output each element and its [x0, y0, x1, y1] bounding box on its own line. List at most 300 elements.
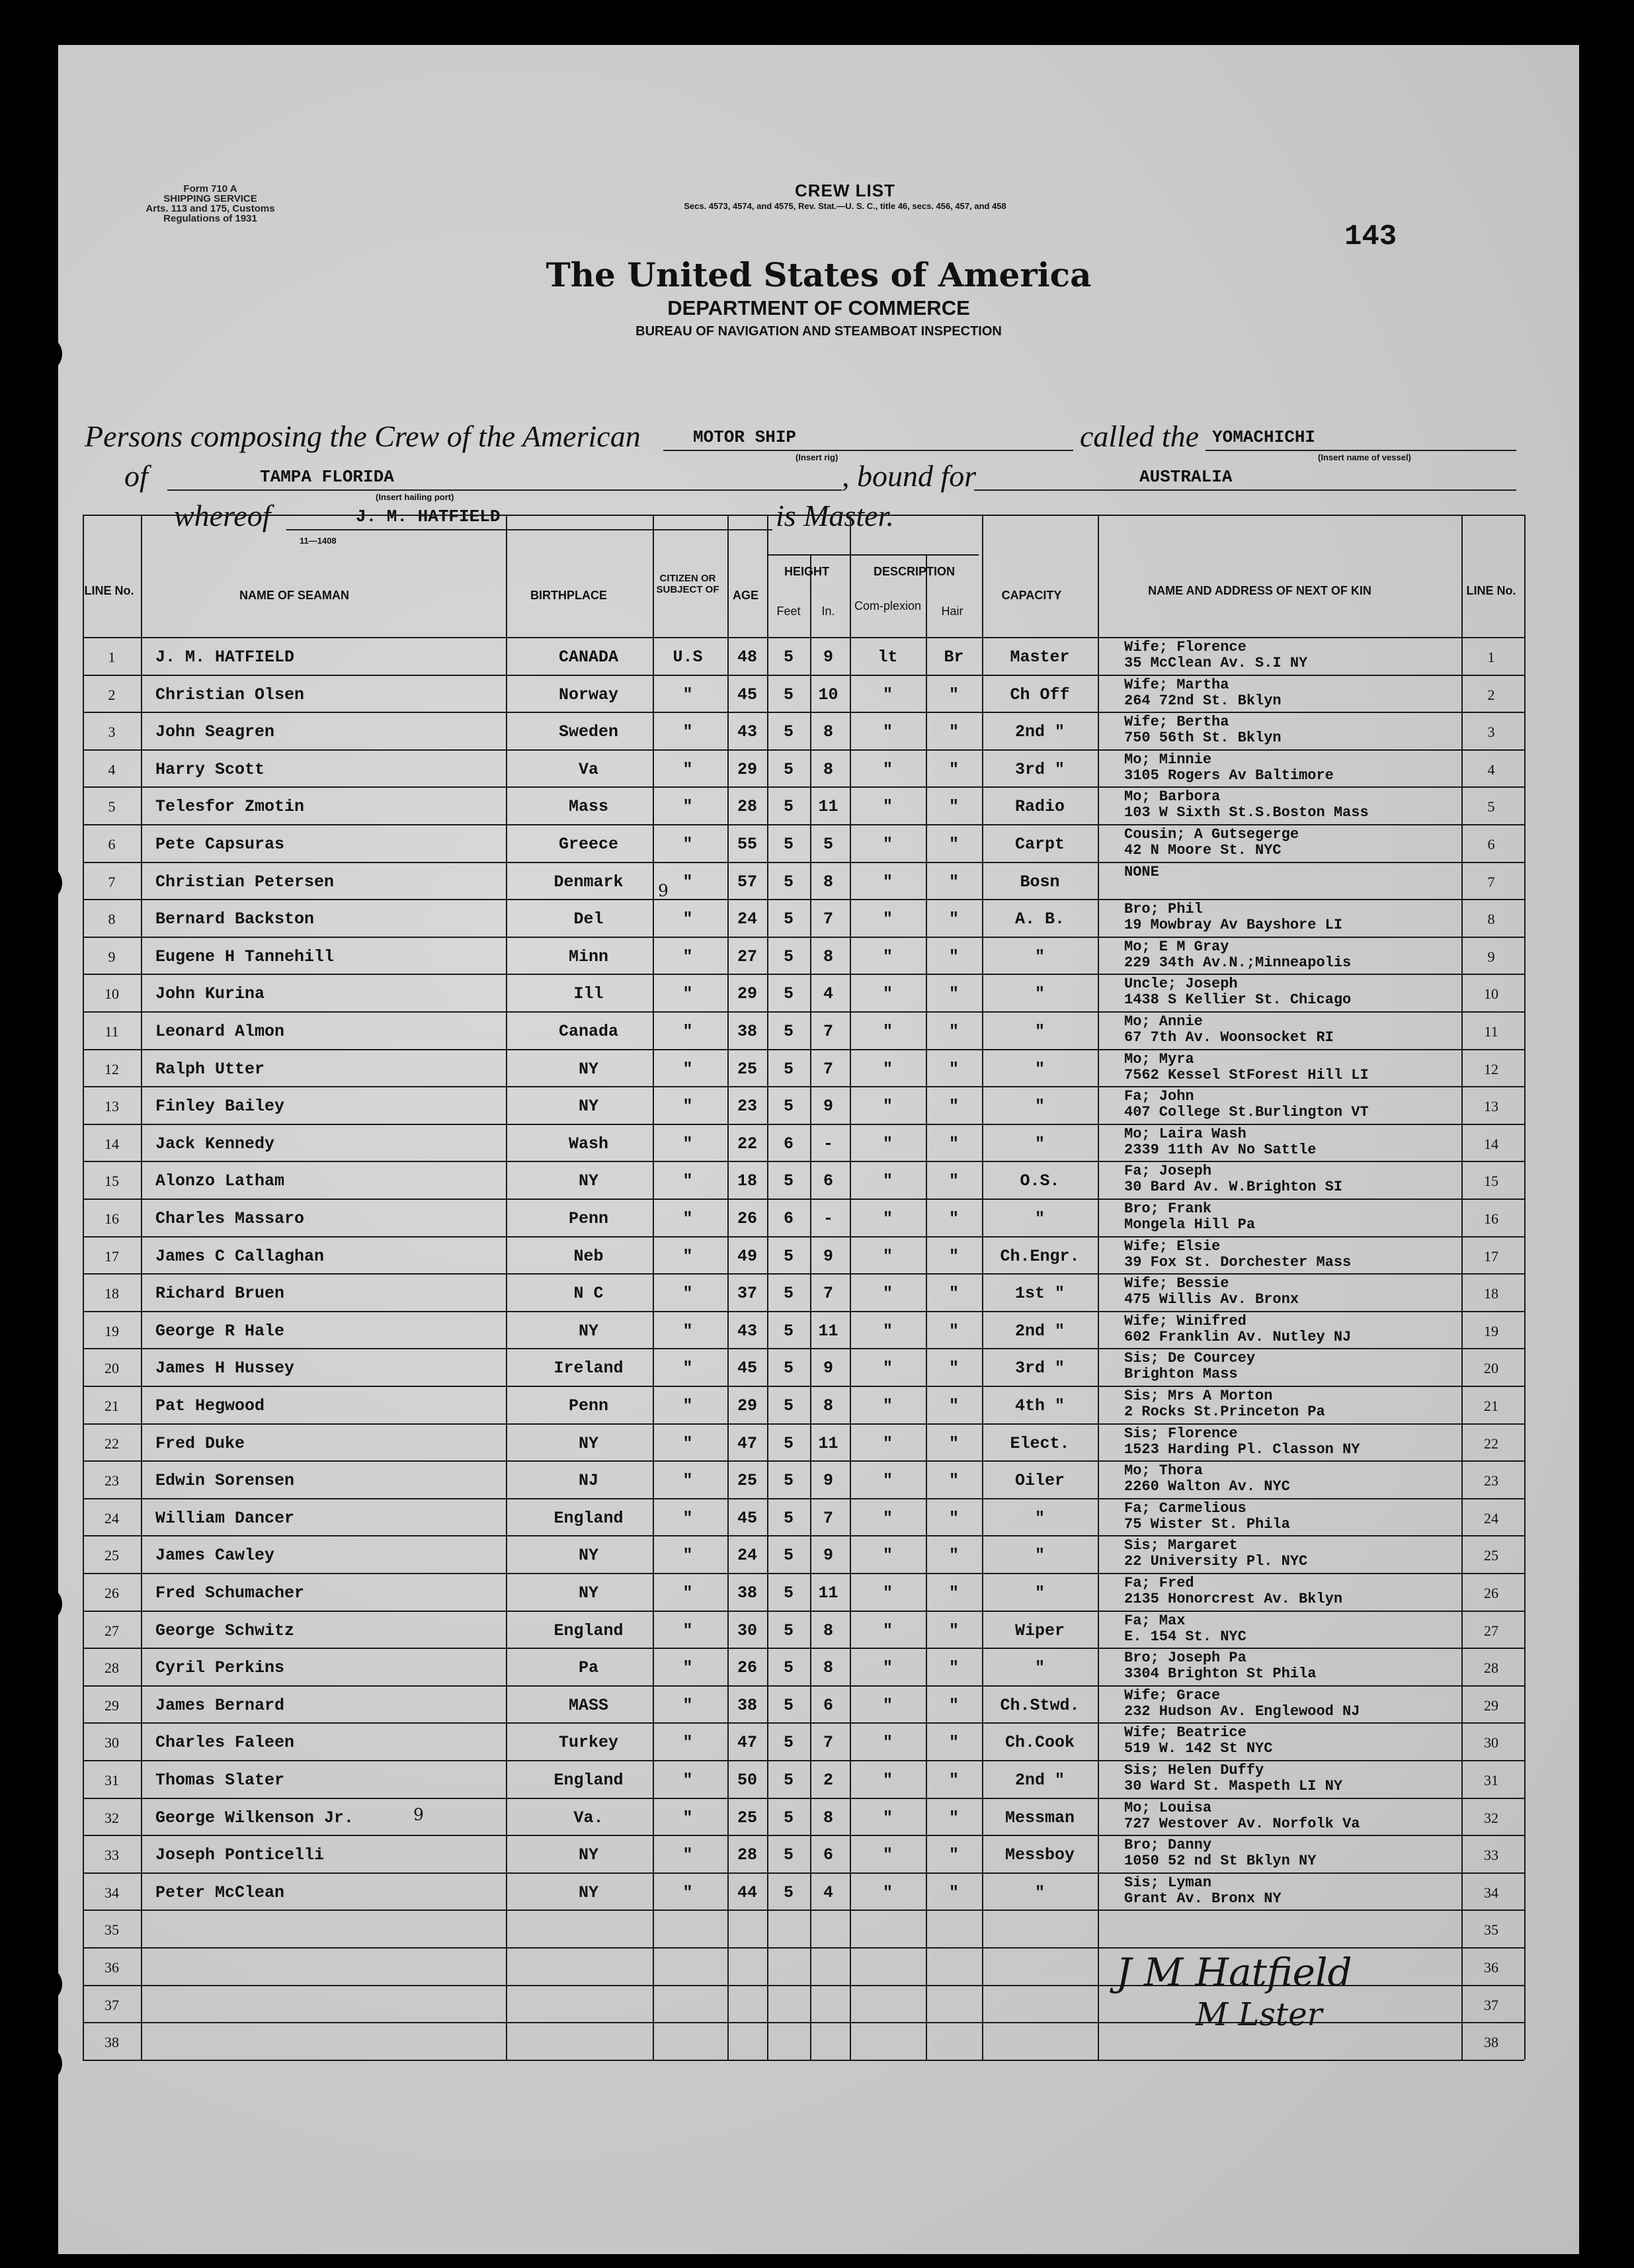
row-comp: ": [882, 1321, 893, 1341]
row-no: 9: [108, 948, 116, 965]
row-citizen: ": [682, 1695, 693, 1715]
form-number: Form 710 A: [183, 183, 237, 194]
table-rule: [83, 862, 1524, 863]
row-age: 50: [737, 1771, 757, 1790]
row-no-right: 32: [1484, 1809, 1498, 1826]
row-kin-name: Mo; Louisa: [1124, 1799, 1212, 1816]
row-hair: ": [948, 1059, 959, 1079]
row-name: Fred Duke: [155, 1433, 245, 1453]
row-birthplace: Wash: [568, 1134, 608, 1154]
table-rule: [83, 974, 1524, 975]
table-rule: [1098, 515, 1099, 2060]
table-rule: [83, 1872, 1524, 1874]
row-in: 9: [823, 1246, 833, 1266]
row-hair: ": [948, 1771, 959, 1790]
col-header-citizen: CITIZEN OR SUBJECT OF: [656, 573, 719, 595]
row-ft: 5: [783, 1059, 794, 1079]
row-ft: 5: [783, 872, 794, 892]
row-citizen: ": [682, 1882, 693, 1902]
row-citizen: ": [682, 1471, 693, 1491]
row-no-right: 13: [1484, 1098, 1498, 1115]
table-rule: [767, 554, 979, 556]
row-kin-address: 30 Bard Av. W.Brighton SI: [1124, 1179, 1343, 1196]
row-age: 24: [737, 909, 757, 929]
row-no-right: 37: [1484, 1996, 1498, 2013]
row-hair: ": [948, 1171, 959, 1191]
row-in: 4: [823, 1882, 833, 1902]
row-comp: ": [882, 1396, 893, 1415]
row-age: 22: [737, 1134, 757, 1154]
row-no-right: 2: [1487, 686, 1495, 703]
table-rule: [83, 675, 1524, 676]
row-hair: ": [948, 1508, 959, 1528]
row-birthplace: Va.: [573, 1808, 604, 1827]
row-age: 29: [737, 759, 757, 779]
row-in: 7: [823, 1059, 833, 1079]
row-kin-name: Sis; Margaret: [1124, 1537, 1238, 1554]
punch-hole: [26, 1966, 62, 2002]
row-hair: ": [948, 1134, 959, 1154]
row-birthplace: NY: [578, 1845, 598, 1865]
row-name: James Cawley: [155, 1546, 275, 1566]
row-capacity: 3rd ": [1014, 759, 1065, 779]
row-name: Eugene H Tannehill: [155, 946, 335, 966]
row-capacity: ": [1034, 1882, 1045, 1902]
row7-annotation: 9: [658, 881, 669, 900]
table-rule: [83, 1573, 1524, 1574]
row-ft: 5: [783, 1097, 794, 1116]
printer-code: 11—1408: [300, 536, 337, 546]
row-no: 12: [104, 1060, 119, 1077]
row-kin-name: Mo; Laira Wash: [1124, 1125, 1246, 1142]
row-age: 43: [737, 722, 757, 742]
table-rule: [83, 1086, 1524, 1087]
row-capacity: O.S.: [1020, 1171, 1060, 1191]
row-in: 8: [823, 1658, 833, 1678]
row-no: 22: [104, 1435, 119, 1452]
row-citizen: ": [682, 1620, 693, 1640]
row-kin-address: 602 Franklin Av. Nutley NJ: [1124, 1328, 1352, 1345]
row30-annotation: 9: [413, 1805, 424, 1824]
row-no: 13: [104, 1098, 119, 1115]
row-in: 8: [823, 946, 833, 966]
row-capacity: Ch.Cook: [1004, 1733, 1075, 1753]
row-name: Bernard Backston: [155, 909, 315, 929]
row-capacity: Radio: [1014, 797, 1065, 817]
row-in: 8: [823, 759, 833, 779]
row-comp: ": [882, 759, 893, 779]
row-comp: ": [882, 1583, 893, 1603]
row-kin-address: 519 W. 142 St NYC: [1124, 1740, 1273, 1757]
col-header-age: AGE: [732, 589, 758, 602]
row-hair: ": [948, 909, 959, 929]
row-in: 9: [823, 1359, 833, 1378]
table-rule: [83, 515, 1524, 516]
row-citizen: ": [682, 1022, 693, 1041]
row-citizen: ": [682, 835, 693, 854]
row-citizen: ": [682, 1733, 693, 1753]
table-rule: [83, 1535, 1524, 1536]
row-comp: ": [882, 946, 893, 966]
row-birthplace: NJ: [578, 1471, 598, 1491]
table-rule: [506, 515, 507, 2060]
row-ft: 5: [783, 1508, 794, 1528]
row-age: 47: [737, 1433, 757, 1453]
row-ft: 5: [783, 909, 794, 929]
row-capacity: ": [1034, 1022, 1045, 1041]
row-hair: ": [948, 1845, 959, 1865]
crew-list-heading: [640, 181, 1050, 211]
row-capacity: Carpt: [1014, 835, 1065, 854]
row-ft: 5: [783, 1695, 794, 1715]
row-comp: ": [882, 1246, 893, 1266]
row-capacity: ": [1034, 1583, 1045, 1603]
row-in: 10: [818, 685, 838, 704]
row-in: 7: [823, 1284, 833, 1304]
row-ft: 6: [783, 1209, 794, 1228]
row-comp: ": [882, 1546, 893, 1566]
row-birthplace: NY: [578, 1882, 598, 1902]
row-citizen: ": [682, 984, 693, 1004]
row-age: 29: [737, 1396, 757, 1415]
crew-list-document: [58, 45, 1579, 2254]
row-hair: ": [948, 1620, 959, 1640]
row-ft: 5: [783, 1546, 794, 1566]
row-capacity: ": [1034, 1134, 1045, 1154]
row-hair: ": [948, 1284, 959, 1304]
port-value: TAMPA FLORIDA: [260, 467, 394, 487]
row-capacity: Messman: [1004, 1808, 1075, 1827]
of-label: of: [124, 459, 148, 493]
row-name: John Seagren: [155, 722, 275, 742]
row-no: 25: [104, 1547, 119, 1564]
table-rule: [83, 1049, 1524, 1050]
row-kin-address: 1523 Harding Pl. Classon NY: [1124, 1441, 1360, 1458]
row-hair: Br: [944, 648, 964, 667]
row-age: 45: [737, 1359, 757, 1378]
vessel-underline: [1205, 450, 1516, 451]
row-comp: ": [882, 1171, 893, 1191]
row-no-right: 20: [1484, 1360, 1498, 1377]
row-name: Peter McClean: [155, 1882, 285, 1902]
row-hair: ": [948, 685, 959, 704]
row-comp: ": [882, 984, 893, 1004]
row-ft: 5: [783, 1171, 794, 1191]
row-birthplace: N C: [573, 1284, 604, 1304]
row-no-right: 28: [1484, 1659, 1498, 1677]
row-capacity: 3rd ": [1014, 1359, 1065, 1378]
row-ft: 5: [783, 759, 794, 779]
row-age: 28: [737, 1845, 757, 1865]
row-capacity: ": [1034, 1097, 1045, 1116]
row-hair: ": [948, 1022, 959, 1041]
row-no: 38: [104, 2034, 119, 2051]
row-in: 11: [818, 1583, 838, 1603]
row-in: 7: [823, 1508, 833, 1528]
row-citizen: ": [682, 1508, 693, 1528]
row-capacity: ": [1034, 1209, 1045, 1228]
row-no-right: 33: [1484, 1847, 1498, 1864]
row-kin-address: 750 56th St. Bklyn: [1124, 730, 1282, 747]
row-kin-name: Mo; Myra: [1124, 1050, 1194, 1068]
row-kin-address: 19 Mowbray Av Bayshore LI: [1124, 917, 1343, 934]
row-comp: ": [882, 1059, 893, 1079]
row-kin-name: Wife; Bertha: [1124, 714, 1229, 731]
row-ft: 5: [783, 1882, 794, 1902]
row-no-right: 22: [1484, 1435, 1498, 1452]
row-kin-address: 2135 Honorcrest Av. Bklyn: [1124, 1591, 1343, 1607]
row-name: Joseph Ponticelli: [155, 1845, 325, 1865]
row-birthplace: Pa: [578, 1658, 598, 1678]
row-name: William Dancer: [155, 1508, 295, 1528]
row-name: Jack Kennedy: [155, 1134, 275, 1154]
row-birthplace: NY: [578, 1097, 598, 1116]
row-hair: ": [948, 946, 959, 966]
row-in: 8: [823, 1808, 833, 1827]
row-capacity: Bosn: [1020, 872, 1060, 892]
row-no-right: 3: [1487, 724, 1495, 741]
col-header-capacity: CAPACITY: [1001, 589, 1062, 602]
row-no-right: 15: [1484, 1173, 1498, 1190]
row-capacity: ": [1034, 1546, 1045, 1566]
row-birthplace: Ireland: [553, 1359, 624, 1378]
row-kin-address: 103 W Sixth St.S.Boston Mass: [1124, 804, 1369, 821]
row-citizen: U.S: [673, 648, 703, 667]
row-no: 1: [108, 649, 116, 665]
row-hair: ": [948, 835, 959, 854]
row-no-right: 34: [1484, 1884, 1498, 1901]
row-age: 45: [737, 685, 757, 704]
row-no: 8: [108, 911, 116, 928]
row-no-right: 1: [1487, 649, 1495, 665]
row-capacity: ": [1034, 1059, 1045, 1079]
row-in: 8: [823, 872, 833, 892]
table-rule: [83, 899, 1524, 900]
col-header-name: NAME OF SEAMAN: [239, 589, 349, 602]
row-birthplace: NY: [578, 1059, 598, 1079]
row-in: 9: [823, 648, 833, 667]
form-identifier: [124, 184, 296, 224]
row-kin-address: 727 Westover Av. Norfolk Va: [1124, 1815, 1360, 1832]
row-in: 8: [823, 722, 833, 742]
rig-value: MOTOR SHIP: [693, 427, 797, 447]
row-ft: 5: [783, 1246, 794, 1266]
row-birthplace: Penn: [568, 1396, 608, 1415]
row-name: Charles Massaro: [155, 1209, 305, 1228]
row-no-right: 10: [1484, 986, 1498, 1003]
row-no: 28: [104, 1659, 119, 1677]
row-citizen: ": [682, 909, 693, 929]
row-kin-address: 232 Hudson Av. Englewood NJ: [1124, 1702, 1360, 1720]
row-citizen: ": [682, 872, 693, 892]
row-kin-name: Sis; Helen Duffy: [1124, 1762, 1264, 1779]
row-in: 7: [823, 1022, 833, 1041]
row-comp: ": [882, 1209, 893, 1228]
row-no: 33: [104, 1847, 119, 1864]
row-age: 49: [737, 1246, 757, 1266]
bureau-title: BUREAU OF NAVIGATION AND STEAMBOAT INSPECTION: [635, 324, 1002, 339]
persons-label: Persons composing the Crew of the American: [85, 419, 641, 453]
col-header-hair: Hair: [941, 605, 963, 618]
row-birthplace: England: [553, 1620, 624, 1640]
bound-label: , bound for: [842, 459, 977, 493]
row-age: 18: [737, 1171, 757, 1191]
called-label: called the: [1080, 419, 1200, 453]
row-birthplace: NY: [578, 1321, 598, 1341]
row-kin-name: Mo; Barbora: [1124, 788, 1221, 806]
row-no: 3: [108, 724, 116, 741]
row-no-right: 36: [1484, 1959, 1498, 1976]
row-hair: ": [948, 1733, 959, 1753]
row-in: -: [823, 1134, 833, 1154]
row-no: 34: [104, 1884, 119, 1901]
table-rule: [83, 824, 1524, 825]
table-rule: [83, 1198, 1524, 1200]
row-comp: ": [882, 1097, 893, 1116]
row-capacity: Elect.: [1010, 1433, 1070, 1453]
row-name: James C Callaghan: [155, 1246, 325, 1266]
table-rule: [83, 1348, 1524, 1349]
row-kin-name: Bro; Frank: [1124, 1200, 1212, 1217]
row-age: 57: [737, 872, 757, 892]
is-master-label: is Master.: [776, 499, 894, 532]
row-name: Thomas Slater: [155, 1771, 285, 1790]
table-rule: [810, 554, 811, 2060]
row-birthplace: Denmark: [553, 872, 624, 892]
row-kin-address: 475 Willis Av. Bronx: [1124, 1291, 1299, 1308]
row-hair: ": [948, 1546, 959, 1566]
row-citizen: ": [682, 1171, 693, 1191]
row-no-right: 38: [1484, 2034, 1498, 2051]
row-no-right: 29: [1484, 1697, 1498, 1714]
master-underline: [286, 529, 772, 530]
row-comp: ": [882, 1620, 893, 1640]
row-citizen: ": [682, 722, 693, 742]
row-ft: 5: [783, 1321, 794, 1341]
row-capacity: 2nd ": [1014, 722, 1065, 742]
row-kin-name: Mo; E M Gray: [1124, 938, 1229, 955]
row-citizen: ": [682, 1246, 693, 1266]
table-rule: [83, 1311, 1524, 1312]
row-comp: ": [882, 909, 893, 929]
row-capacity: ": [1034, 984, 1045, 1004]
row-citizen: ": [682, 1209, 693, 1228]
row-age: 30: [737, 1620, 757, 1640]
department-title: DEPARTMENT OF COMMERCE: [667, 296, 970, 319]
row-kin-name: Wife; Beatrice: [1124, 1724, 1246, 1742]
vessel-hint: (Insert name of vessel): [1318, 452, 1411, 462]
table-rule: [1524, 515, 1526, 2060]
row-citizen: ": [682, 1359, 693, 1378]
table-rule: [83, 1685, 1524, 1687]
form-articles: Arts. 113 and 175, Customs Regulations of 1931: [145, 203, 275, 224]
destination-underline: [974, 489, 1516, 491]
table-rule: [83, 937, 1524, 938]
row-birthplace: NY: [578, 1583, 598, 1603]
row-capacity: Master: [1010, 648, 1070, 667]
row-capacity: Oiler: [1014, 1471, 1065, 1491]
row-birthplace: Sweden: [558, 722, 618, 742]
row-no: 15: [104, 1173, 119, 1190]
row-no-right: 35: [1484, 1921, 1498, 1939]
row-name: Christian Olsen: [155, 685, 305, 704]
row-citizen: ": [682, 1658, 693, 1678]
table-rule: [83, 1611, 1524, 1612]
row-ft: 5: [783, 797, 794, 817]
row-in: 4: [823, 984, 833, 1004]
row-kin-address: 3304 Brighton St Phila: [1124, 1665, 1317, 1683]
row-kin-address: 39 Fox St. Dorchester Mass: [1124, 1253, 1352, 1271]
row-ft: 5: [783, 1022, 794, 1041]
row-capacity: ": [1034, 946, 1045, 966]
row-in: 11: [818, 1433, 838, 1453]
row-no-right: 24: [1484, 1509, 1498, 1527]
row-in: 11: [818, 1321, 838, 1341]
row-age: 47: [737, 1733, 757, 1753]
col-header-description: DESCRIPTION: [873, 565, 955, 578]
row-age: 38: [737, 1695, 757, 1715]
row-capacity: 2nd ": [1014, 1321, 1065, 1341]
row-no-right: 23: [1484, 1472, 1498, 1490]
row-comp: ": [882, 1508, 893, 1528]
row-ft: 5: [783, 1471, 794, 1491]
row-citizen: ": [682, 1059, 693, 1079]
row-no: 4: [108, 761, 116, 778]
row-kin-address: E. 154 St. NYC: [1124, 1628, 1246, 1645]
row-no-right: 7: [1487, 873, 1495, 890]
row-kin-name: Bro; Joseph Pa: [1124, 1650, 1246, 1667]
row-age: 24: [737, 1546, 757, 1566]
row-birthplace: Neb: [573, 1246, 604, 1266]
row-no-right: 26: [1484, 1585, 1498, 1601]
row-in: 9: [823, 1546, 833, 1566]
row-citizen: ": [682, 1771, 693, 1790]
row-birthplace: England: [553, 1508, 624, 1528]
row-birthplace: Mass: [568, 797, 608, 817]
table-rule: [83, 2060, 1524, 2061]
row-kin-name: Bro; Phil: [1124, 901, 1203, 918]
row-age: 26: [737, 1658, 757, 1678]
row-hair: ": [948, 1583, 959, 1603]
row-kin-address: 7562 Kessel StForest Hill LI: [1124, 1066, 1369, 1083]
row-birthplace: NY: [578, 1171, 598, 1191]
row-no: 23: [104, 1472, 119, 1490]
row-name: Pete Capsuras: [155, 835, 285, 854]
row-kin-name: Sis; De Courcey: [1124, 1350, 1256, 1367]
row-name: Fred Schumacher: [155, 1583, 305, 1603]
row-kin-name: Wife; Martha: [1124, 676, 1229, 693]
row-kin-address: 229 34th Av.N.;Minneapolis: [1124, 954, 1352, 971]
row-birthplace: Penn: [568, 1209, 608, 1228]
row-age: 23: [737, 1097, 757, 1116]
row-kin-name: Fa; Max: [1124, 1612, 1186, 1629]
row-no: 29: [104, 1697, 119, 1714]
table-rule: [83, 1423, 1524, 1425]
row-kin-name: Wife; Elsie: [1124, 1238, 1221, 1255]
row-citizen: ": [682, 946, 693, 966]
row-ft: 5: [783, 722, 794, 742]
row-hair: ": [948, 1882, 959, 1902]
row-no: 10: [104, 986, 119, 1003]
row-ft: 6: [783, 1134, 794, 1154]
row-name: Edwin Sorensen: [155, 1471, 295, 1491]
row-hair: ": [948, 984, 959, 1004]
row-no: 6: [108, 836, 116, 853]
row-comp: ": [882, 685, 893, 704]
row-comp: ": [882, 797, 893, 817]
row-citizen: ": [682, 759, 693, 779]
row-no-right: 19: [1484, 1322, 1498, 1339]
